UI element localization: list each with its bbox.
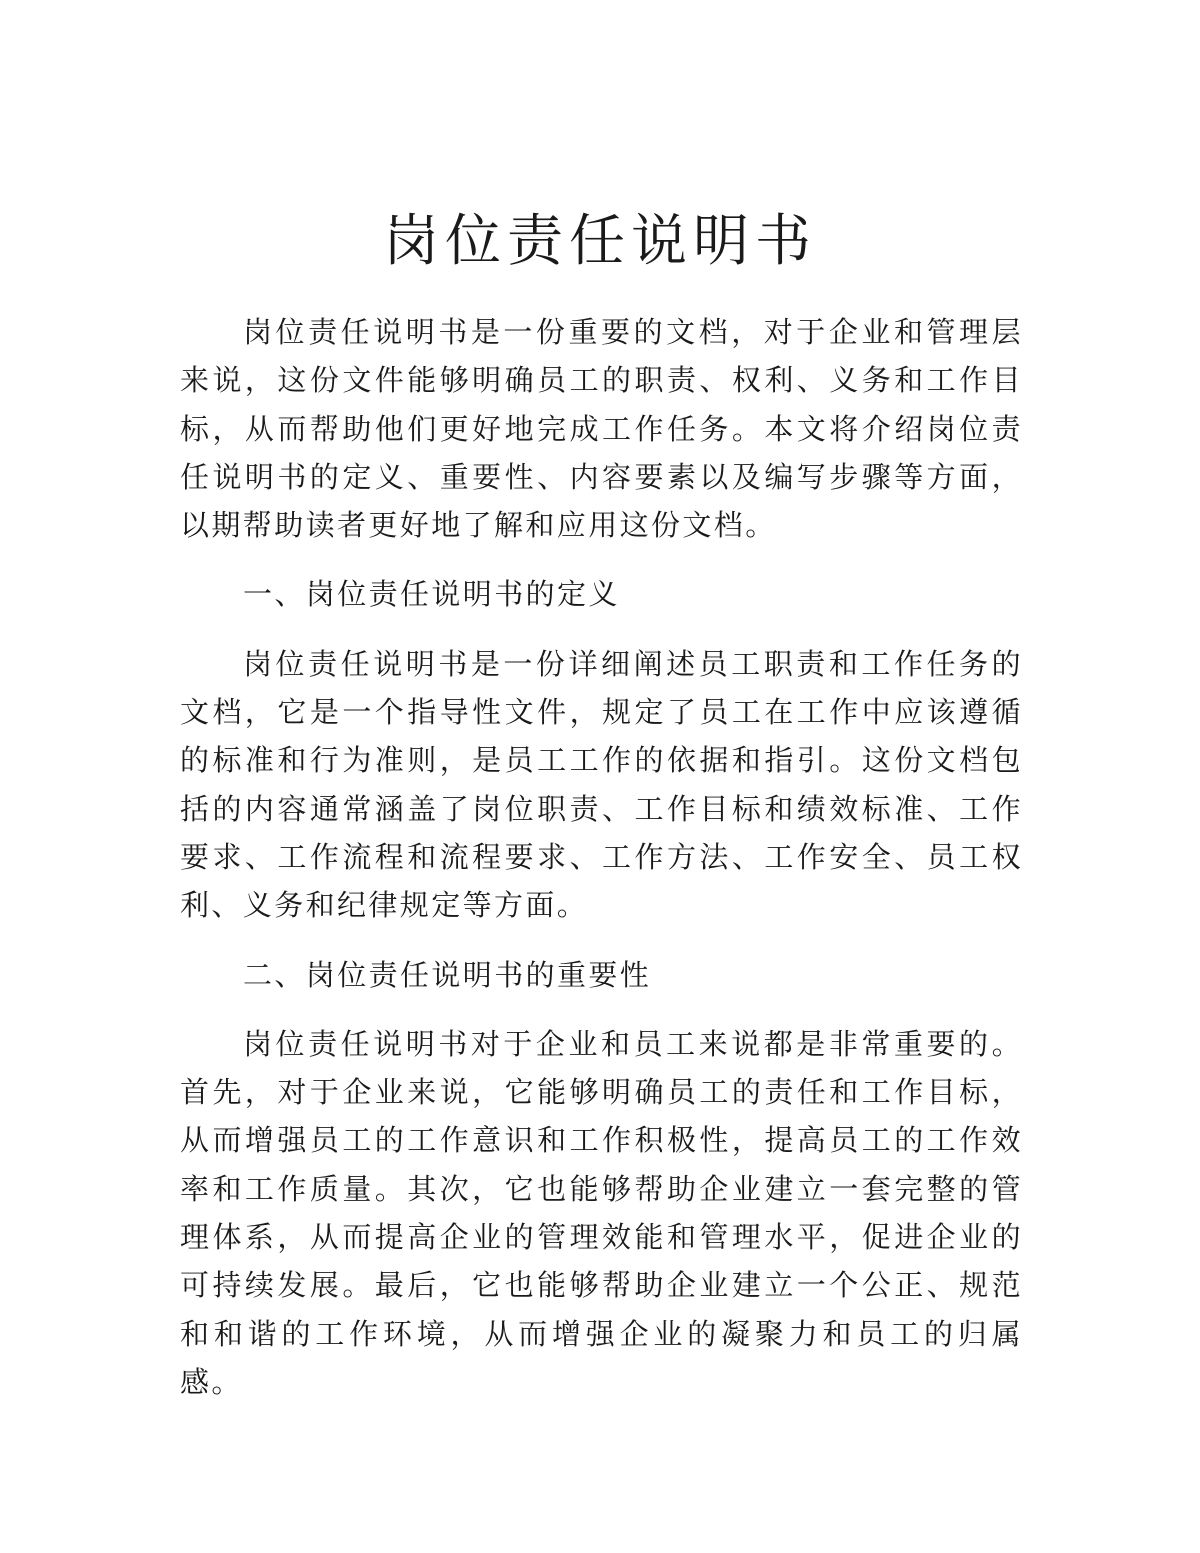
intro-paragraph: 岗位责任说明书是一份重要的文档，对于企业和管理层来说，这份文件能够明确员工的职责、权利、义务和工作目标，从而帮助他们更好地完成工作任务。本文将介绍岗位责任说明书的定义、重要性、内容要素以及编写步骤等方面，以期帮助读者更好地了解和应用这份文档。 — [180, 315, 1023, 543]
importance-paragraph: 岗位责任说明书对于企业和员工来说都是非常重要的。首先，对于企业来说，它能够明确员工的责任和工作目标，从而增强员工的工作意识和工作积极性，提高员工的工作效率和工作质量。其次，它也能够帮助企业建立一套完整的管理体系，从而提高企业的管理效能和管理水平，促进企业的可持续发展。最后，它也能够帮助企业建立一个公正、规范和和谐的工作环境，从而增强企业的凝聚力和员工的归属感。 — [180, 1026, 1023, 1399]
definition-paragraph: 岗位责任说明书是一份详细阐述员工职责和工作任务的文档，它是一个指导性文件，规定了员工在工作中应该遵循的标准和行为准则，是员工工作的依据和指引。这份文档包括的内容通常涵盖了岗位职责、工作目标和绩效标准、工作要求、工作流程和流程要求、工作方法、工作安全、员工权利、义务和纪律规定等方面。 — [180, 646, 1023, 923]
section-heading-definition: 一、岗位责任说明书的定义 — [243, 577, 620, 612]
document-title: 岗位责任说明书 — [383, 209, 817, 274]
section-heading-importance: 二、岗位责任说明书的重要性 — [243, 957, 652, 992]
document-body — [180, 308, 1023, 1406]
